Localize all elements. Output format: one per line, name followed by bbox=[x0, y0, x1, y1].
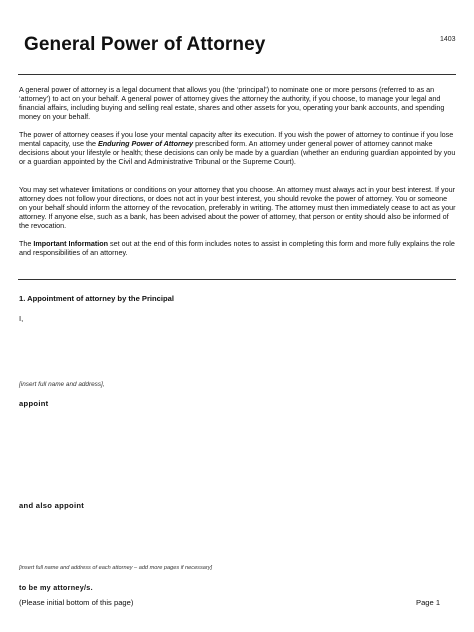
section-1-heading: 1. Appointment of attorney by the Principal bbox=[19, 294, 174, 303]
title-divider bbox=[18, 74, 456, 75]
to-be-attorney-label: to be my attorney/s. bbox=[19, 583, 93, 592]
intro-paragraph-2 bbox=[19, 131, 457, 167]
section-divider bbox=[18, 279, 456, 280]
intro-paragraph-3 bbox=[19, 186, 457, 231]
intro-paragraph-4 bbox=[19, 240, 457, 258]
intro-text-2a: The power of attorney ceases if you lose your mental capacity after its execution. If you wish the power of attorney to continue if you lose mental capacity, use the bbox=[19, 130, 454, 148]
principal-i-label: I, bbox=[19, 314, 24, 323]
form-number: 1403 bbox=[440, 36, 456, 43]
intro-text-1: A general power of attorney is a legal document that allows you (the ‘principal’) to nominate one or more persons (referred to as an ‘attorney’) to act on your behalf. A general power of attorney gives the attorney the authority, if you choose, to manage your legal and financial affairs, including buying and selling real estate, shares and other assets for you, operating your bank accounts, and spending money on your behalf. bbox=[19, 85, 445, 121]
page-number: Page 1 bbox=[416, 598, 441, 607]
important-info-emphasis: Important Information bbox=[33, 239, 109, 248]
intro-text-2b: prescribed form. An attorney under general power of attorney cannot make decisions about your lifestyle or health; these decisions can only be made by a guardian (whether an enduring guardian appointed by you or a guardian appointed by the Civil and Administrative Tribunal or the Supreme Court). bbox=[19, 138, 456, 166]
intro-paragraph-1 bbox=[19, 86, 457, 122]
also-appoint-label: and also appoint bbox=[19, 501, 85, 510]
appoint-label: appoint bbox=[19, 399, 49, 408]
intro-text-3: You may set whatever limitations or conditions on your attorney that you choose. An attorney must always act in your best interest. If your attorney does not follow your directions, or does not act in your best interest, you should revoke the power of attorney. You or someone on your behalf should inform the attorney of the revocation, preferably in writing. The attorney must then immediately cease to act as your attorney. If anyone else, such as a bank, has been advised about the power of attorney, that person or entity should also be informed of the revocation. bbox=[19, 185, 456, 230]
intro-text-4b: set out at the end of this form includes notes to assist in completing this form and more fully explains the role and responsibilities of an attorney. bbox=[19, 239, 455, 257]
intro-text-4a: The bbox=[19, 239, 34, 248]
enduring-poa-emphasis: Enduring Power of Attorney bbox=[97, 138, 194, 148]
page-title: General Power of Attorney bbox=[24, 34, 266, 55]
insert-attorney-note: [insert full name and address of each attorney – add more pages if necessary] bbox=[19, 565, 213, 571]
initial-page-note: (Please initial bottom of this page) bbox=[19, 598, 134, 607]
insert-principal-note: [insert full name and address], bbox=[19, 381, 105, 388]
